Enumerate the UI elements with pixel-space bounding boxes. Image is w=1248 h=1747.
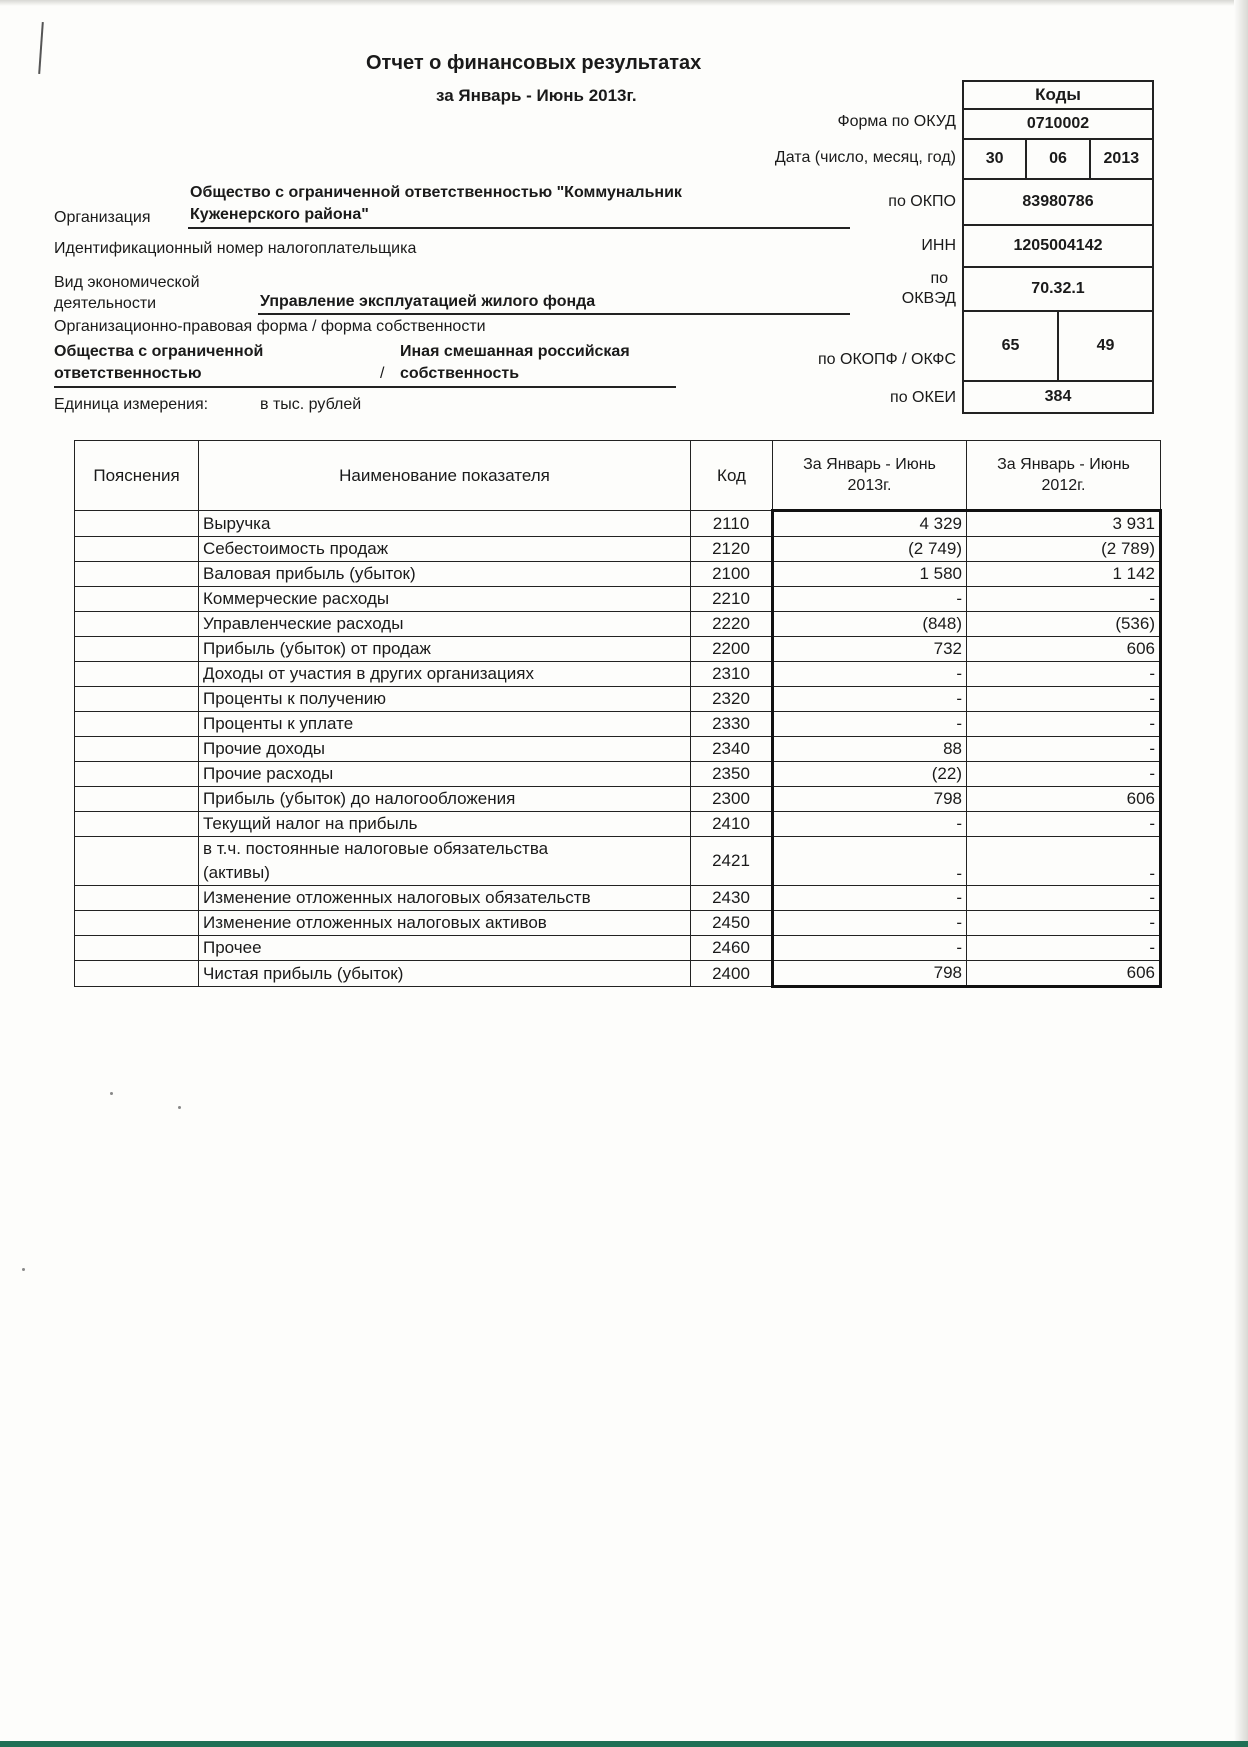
table-row xyxy=(75,662,1161,687)
table-row xyxy=(75,762,1161,787)
notes-cell xyxy=(75,687,199,712)
row-name xyxy=(199,837,691,886)
report-period: за Январь - Июнь 2013г. xyxy=(436,86,637,105)
okei-label: по ОКЕИ xyxy=(890,389,956,406)
ownership-line2: собственность xyxy=(400,365,520,382)
notes-cell xyxy=(75,562,199,587)
col-header-current xyxy=(773,441,967,511)
activity-label-line2: деятельности xyxy=(54,295,157,312)
row-name: Доходы от участия в других организациях xyxy=(199,662,691,687)
row-previous-value: - xyxy=(967,886,1161,911)
row-current-value: - xyxy=(773,812,967,837)
codes-header: Коды xyxy=(1035,85,1081,104)
row-name-line2: (активы) xyxy=(203,863,270,882)
okved-value: 70.32.1 xyxy=(1031,280,1085,297)
org-name-line2: Куженерского района" xyxy=(190,206,369,223)
legal-form-line1: Общества с ограниченной xyxy=(54,343,264,360)
notes-cell xyxy=(75,936,199,961)
row-code: 2330 xyxy=(691,712,773,737)
notes-cell xyxy=(75,961,199,987)
table-row xyxy=(75,537,1161,562)
row-previous-value: - xyxy=(967,911,1161,936)
col-header-notes: Пояснения xyxy=(75,441,199,511)
row-name: Прибыль (убыток) до налогообложения xyxy=(199,787,691,812)
okfs-value: 49 xyxy=(1057,312,1152,380)
unit-label: Единица измерения: xyxy=(54,396,209,413)
scan-speck xyxy=(22,1268,25,1271)
activity-value: Управление эксплуатацией жилого фонда xyxy=(260,293,596,310)
scan-edge-bottom xyxy=(0,1741,1248,1747)
row-current-value: 1 580 xyxy=(773,562,967,587)
row-previous-value: - xyxy=(967,762,1161,787)
org-underline xyxy=(188,227,850,229)
row-code: 2421 xyxy=(691,837,773,886)
table-row xyxy=(75,936,1161,961)
row-code: 2310 xyxy=(691,662,773,687)
okved-label-line1: по xyxy=(930,270,948,287)
table-row xyxy=(75,837,1161,886)
row-current-value: - xyxy=(773,712,967,737)
row-current-value: - xyxy=(773,886,967,911)
okopf-label: по ОКОПФ / ОКФС xyxy=(818,351,956,368)
row-name: Текущий налог на прибыль xyxy=(199,812,691,837)
table-row xyxy=(75,587,1161,612)
notes-cell xyxy=(75,911,199,936)
row-code: 2340 xyxy=(691,737,773,762)
notes-cell xyxy=(75,612,199,637)
notes-cell xyxy=(75,762,199,787)
row-current-value: 4 329 xyxy=(773,511,967,537)
table-row xyxy=(75,886,1161,911)
table-row xyxy=(75,562,1161,587)
row-code: 2460 xyxy=(691,936,773,961)
row-previous-value: (536) xyxy=(967,612,1161,637)
org-label: Организация xyxy=(54,209,151,226)
okpo-value: 83980786 xyxy=(1022,193,1094,210)
row-code: 2200 xyxy=(691,637,773,662)
activity-underline xyxy=(258,313,850,315)
org-name-line1: Общество с ограниченной ответственностью "Коммунальник xyxy=(190,184,682,201)
notes-cell xyxy=(75,712,199,737)
okpo-label: по ОКПО xyxy=(888,193,956,210)
table-row xyxy=(75,637,1161,662)
inn-value: 1205004142 xyxy=(1013,237,1103,254)
row-current-value: - xyxy=(773,911,967,936)
row-current-value: 732 xyxy=(773,637,967,662)
row-code: 2430 xyxy=(691,886,773,911)
row-current-value: - xyxy=(773,936,967,961)
row-code: 2210 xyxy=(691,587,773,612)
financial-results-table xyxy=(74,440,1162,988)
notes-cell xyxy=(75,511,199,537)
row-code: 2110 xyxy=(691,511,773,537)
row-name: Валовая прибыль (убыток) xyxy=(199,562,691,587)
row-current-value: (2 749) xyxy=(773,537,967,562)
notes-cell xyxy=(75,587,199,612)
row-previous-value: - xyxy=(967,737,1161,762)
row-current-value: - xyxy=(773,662,967,687)
legal-form-slash: / xyxy=(380,365,385,382)
row-code: 2300 xyxy=(691,787,773,812)
row-previous-value: 606 xyxy=(967,961,1161,987)
row-name: Прочие доходы xyxy=(199,737,691,762)
report-title: Отчет о финансовых результатах xyxy=(366,52,702,74)
col-header-code: Код xyxy=(691,441,773,511)
row-previous-value: - xyxy=(967,712,1161,737)
table-row xyxy=(75,612,1161,637)
row-previous-value: 606 xyxy=(967,787,1161,812)
row-name: Прочее xyxy=(199,936,691,961)
row-current-value: - xyxy=(773,587,967,612)
notes-cell xyxy=(75,737,199,762)
row-previous-value: 606 xyxy=(967,637,1161,662)
date-month: 06 xyxy=(1025,140,1088,178)
table-header-row xyxy=(75,441,1161,511)
table-row xyxy=(75,712,1161,737)
table-row xyxy=(75,737,1161,762)
row-name: Изменение отложенных налоговых активов xyxy=(199,911,691,936)
pen-mark xyxy=(38,22,44,74)
row-current-value: (22) xyxy=(773,762,967,787)
col-header-previous-line1: За Январь - Июнь xyxy=(997,456,1130,473)
scan-edge-top xyxy=(0,0,1248,6)
row-code: 2100 xyxy=(691,562,773,587)
row-name: Прибыль (убыток) от продаж xyxy=(199,637,691,662)
legal-form-line2: ответственностью xyxy=(54,365,202,382)
legal-form-label: Организационно-правовая форма / форма собственности xyxy=(54,318,486,335)
row-previous-value: 3 931 xyxy=(967,511,1161,537)
row-previous-value: - xyxy=(967,687,1161,712)
row-current-value: 88 xyxy=(773,737,967,762)
row-name: Себестоимость продаж xyxy=(199,537,691,562)
ownership-line1: Иная смешанная российская xyxy=(400,343,630,360)
inn-code-label: ИНН xyxy=(921,237,956,254)
row-name: Проценты к уплате xyxy=(199,712,691,737)
legal-form-underline xyxy=(54,386,676,388)
row-code: 2120 xyxy=(691,537,773,562)
row-code: 2320 xyxy=(691,687,773,712)
inn-label: Идентификационный номер налогоплательщика xyxy=(54,240,417,257)
col-header-previous-line2: 2012г. xyxy=(1041,477,1086,494)
scan-speck xyxy=(110,1092,113,1095)
okopf-value: 65 xyxy=(1001,337,1020,354)
scan-edge-right xyxy=(1234,0,1248,1747)
row-previous-value: - xyxy=(967,812,1161,837)
row-previous-value: - xyxy=(967,936,1161,961)
col-header-previous xyxy=(967,441,1161,511)
row-current-value: - xyxy=(773,687,967,712)
okved-label-line2: ОКВЭД xyxy=(901,290,956,307)
table-row xyxy=(75,812,1161,837)
notes-cell xyxy=(75,837,199,886)
row-code: 2400 xyxy=(691,961,773,987)
row-name: Изменение отложенных налоговых обязательств xyxy=(199,886,691,911)
table-row xyxy=(75,961,1161,987)
table-row xyxy=(75,911,1161,936)
row-code: 2450 xyxy=(691,911,773,936)
col-header-current-line2: 2013г. xyxy=(847,477,892,494)
row-code: 2410 xyxy=(691,812,773,837)
row-previous-value: - xyxy=(967,587,1161,612)
row-previous-value: - xyxy=(967,837,1161,886)
notes-cell xyxy=(75,812,199,837)
row-name: Выручка xyxy=(199,511,691,537)
row-previous-value: (2 789) xyxy=(967,537,1161,562)
okud-label: Форма по ОКУД xyxy=(837,113,956,130)
row-name: Управленческие расходы xyxy=(199,612,691,637)
row-current-value: - xyxy=(773,837,967,886)
notes-cell xyxy=(75,886,199,911)
date-day: 30 xyxy=(985,150,1004,167)
scan-speck xyxy=(178,1106,181,1109)
notes-cell xyxy=(75,787,199,812)
row-current-value: 798 xyxy=(773,787,967,812)
notes-cell xyxy=(75,537,199,562)
row-previous-value: - xyxy=(967,662,1161,687)
notes-cell xyxy=(75,662,199,687)
notes-cell xyxy=(75,637,199,662)
row-code: 2220 xyxy=(691,612,773,637)
row-current-value: (848) xyxy=(773,612,967,637)
okud-value: 0710002 xyxy=(1026,115,1090,132)
col-header-current-line1: За Январь - Июнь xyxy=(803,456,936,473)
table-row xyxy=(75,687,1161,712)
table-row xyxy=(75,787,1161,812)
row-name: Прочие расходы xyxy=(199,762,691,787)
row-code: 2350 xyxy=(691,762,773,787)
row-current-value: 798 xyxy=(773,961,967,987)
date-label: Дата (число, месяц, год) xyxy=(774,149,956,166)
row-name: Чистая прибыль (убыток) xyxy=(199,961,691,987)
date-year: 2013 xyxy=(1089,140,1152,178)
row-name: Коммерческие расходы xyxy=(199,587,691,612)
row-name: Проценты к получению xyxy=(199,687,691,712)
okei-value: 384 xyxy=(1044,388,1072,405)
codes-box xyxy=(962,80,1154,414)
col-header-name: Наименование показателя xyxy=(199,441,691,511)
activity-label-line1: Вид экономической xyxy=(54,274,200,291)
table-row xyxy=(75,511,1161,537)
row-name-line1: в т.ч. постоянные налоговые обязательства xyxy=(203,839,549,858)
row-previous-value: 1 142 xyxy=(967,562,1161,587)
unit-value: в тыс. рублей xyxy=(260,396,362,413)
